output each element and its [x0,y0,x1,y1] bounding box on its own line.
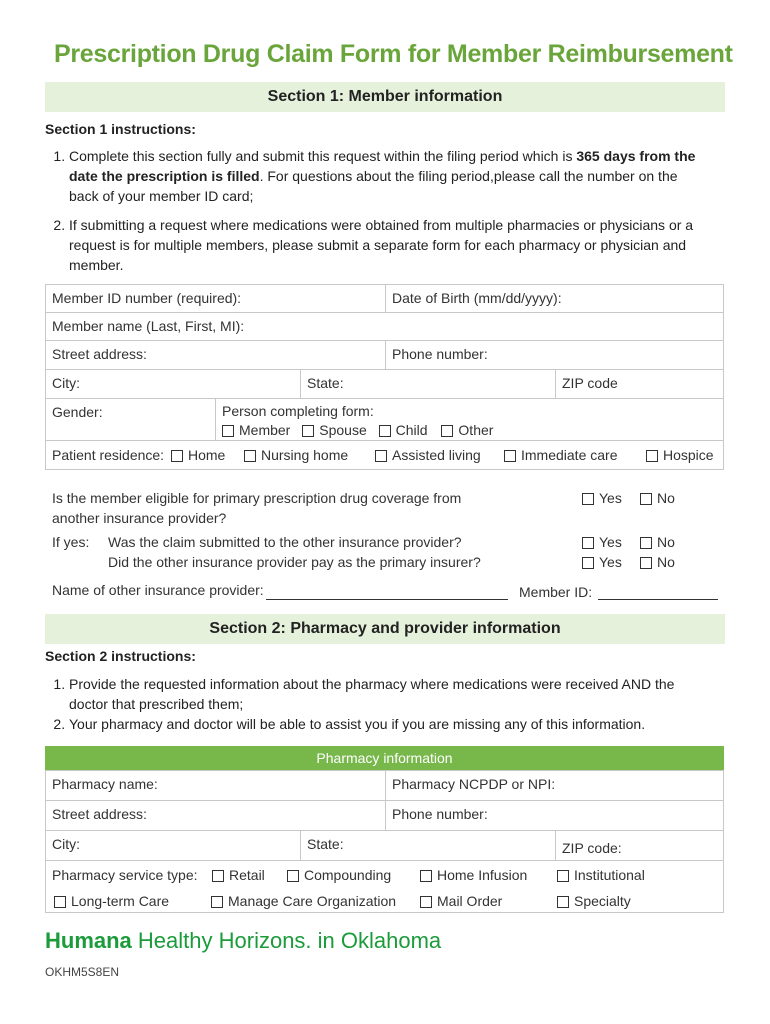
city-field[interactable]: City: [45,369,301,399]
specialty-option[interactable]: Specialty [557,893,631,909]
other-member-id-label: Member ID: [519,584,593,600]
phone-field[interactable]: Phone number: [385,340,724,370]
section1-instruction-2: 2. If submitting a request where medications were obtained from multiple pharmacies or physicians or a request is for multiple members, please submit a separate form for each pharmacy or physician and member. [69,215,705,275]
pharmacy-street-field[interactable]: Street address: [45,800,386,831]
pharmacy-name-field[interactable]: Pharmacy name: [45,770,386,801]
gender-field[interactable]: Gender: [45,398,216,441]
patient-residence-row [45,440,724,470]
res-immediate-option[interactable]: Immediate care [504,447,617,463]
person-completing-field [215,398,724,441]
dob-field[interactable]: Date of Birth (mm/dd/yyyy): [385,284,724,313]
submitted-no-option[interactable]: No [640,534,675,550]
street-address-field[interactable]: Street address: [45,340,386,370]
checkbox-icon[interactable] [582,493,594,505]
other-provider-input[interactable] [266,583,508,600]
form-code: OKHM5S8EN [45,965,120,979]
if-yes-label: If yes: [52,534,90,550]
checkbox-icon[interactable] [640,493,652,505]
humana-logo: Humana Healthy Horizons. in Oklahoma [45,928,442,953]
checkbox-icon[interactable] [211,896,223,908]
institutional-option[interactable]: Institutional [557,867,645,883]
checkbox-icon[interactable] [640,557,652,569]
section1-instructions-heading: Section 1 instructions: [45,121,196,137]
submitted-yes-option[interactable]: Yes [582,534,622,550]
section2-instruction-2: 2. Your pharmacy and doctor will be able to assist you if you are missing any of this information. [69,714,715,734]
pharmacy-info-header: Pharmacy information [45,746,724,770]
res-hospice-option[interactable]: Hospice [646,447,714,463]
pharmacy-zip-field[interactable]: ZIP code: [555,830,724,861]
section2-instruction-1: 1. Provide the requested information about the pharmacy where medications were received AND the doctor that prescribed them; [69,674,715,714]
section2-instructions-heading: Section 2 instructions: [45,648,196,664]
mail-order-option[interactable]: Mail Order [420,893,502,909]
eligibility-question: Is the member eligible for primary prescription drug coverage from another insurance provider? [52,490,462,526]
other-member-id-input[interactable] [598,583,718,600]
pharmacy-phone-field[interactable]: Phone number: [385,800,724,831]
section1-instructions [45,146,705,284]
pc-member-option[interactable]: Member [222,422,290,438]
checkbox-icon[interactable] [557,870,569,882]
other-provider-label: Name of other insurance provider: [52,582,264,598]
primary-yes-option[interactable]: Yes [582,554,622,570]
checkbox-icon[interactable] [287,870,299,882]
primary-no-option[interactable]: No [640,554,675,570]
retail-option[interactable]: Retail [212,867,265,883]
checkbox-icon[interactable] [302,425,314,437]
checkbox-icon[interactable] [504,450,516,462]
checkbox-icon[interactable] [582,537,594,549]
compounding-option[interactable]: Compounding [287,867,391,883]
checkbox-icon[interactable] [222,425,234,437]
checkbox-icon[interactable] [379,425,391,437]
section1-instruction-1: 1. Complete this section fully and submit this request within the filing period which is 365 days from the date the prescription is filled. For questions about the filing period,please call the number on the back of your member ID card; [69,146,705,206]
section2-instructions [45,674,715,734]
pharmacy-city-field[interactable]: City: [45,830,301,861]
zip-field[interactable]: ZIP code [555,369,724,399]
res-assisted-option[interactable]: Assisted living [375,447,481,463]
primary-insurer-question: Did the other insurance provider pay as the primary insurer? [108,554,481,570]
checkbox-icon[interactable] [441,425,453,437]
eligibility-no-option[interactable]: No [640,490,675,506]
res-home-option[interactable]: Home [171,447,225,463]
pharmacy-state-field[interactable]: State: [300,830,556,861]
pc-other-option[interactable]: Other [441,422,493,438]
checkbox-icon[interactable] [582,557,594,569]
checkbox-icon[interactable] [212,870,224,882]
state-field[interactable]: State: [300,369,556,399]
section1-heading: Section 1: Member information [45,82,725,112]
section2-heading: Section 2: Pharmacy and provider information [45,614,725,644]
pharmacy-service-type-field [45,860,724,913]
service-type-label: Pharmacy service type: [52,867,198,883]
member-id-field[interactable]: Member ID number (required): [45,284,386,313]
checkbox-icon[interactable] [557,896,569,908]
checkbox-icon[interactable] [171,450,183,462]
home-infusion-option[interactable]: Home Infusion [420,867,527,883]
pharmacy-ncpdp-field[interactable]: Pharmacy NCPDP or NPI: [385,770,724,801]
person-completing-label: Person completing form: [222,403,374,419]
member-name-field[interactable]: Member name (Last, First, MI): [45,312,724,341]
claim-submitted-question: Was the claim submitted to the other insurance provider? [108,534,462,550]
checkbox-icon[interactable] [420,896,432,908]
res-nursing-option[interactable]: Nursing home [244,447,348,463]
checkbox-icon[interactable] [640,537,652,549]
checkbox-icon[interactable] [646,450,658,462]
form-title: Prescription Drug Claim Form for Member Reimbursement [54,40,733,68]
pc-child-option[interactable]: Child [379,422,428,438]
manage-care-option[interactable]: Manage Care Organization [211,893,396,909]
checkbox-icon[interactable] [420,870,432,882]
checkbox-icon[interactable] [244,450,256,462]
eligibility-yes-option[interactable]: Yes [582,490,622,506]
residence-label: Patient residence: [52,447,165,463]
long-term-care-option[interactable]: Long-term Care [54,893,169,909]
checkbox-icon[interactable] [375,450,387,462]
pc-spouse-option[interactable]: Spouse [302,422,366,438]
checkbox-icon[interactable] [54,896,66,908]
